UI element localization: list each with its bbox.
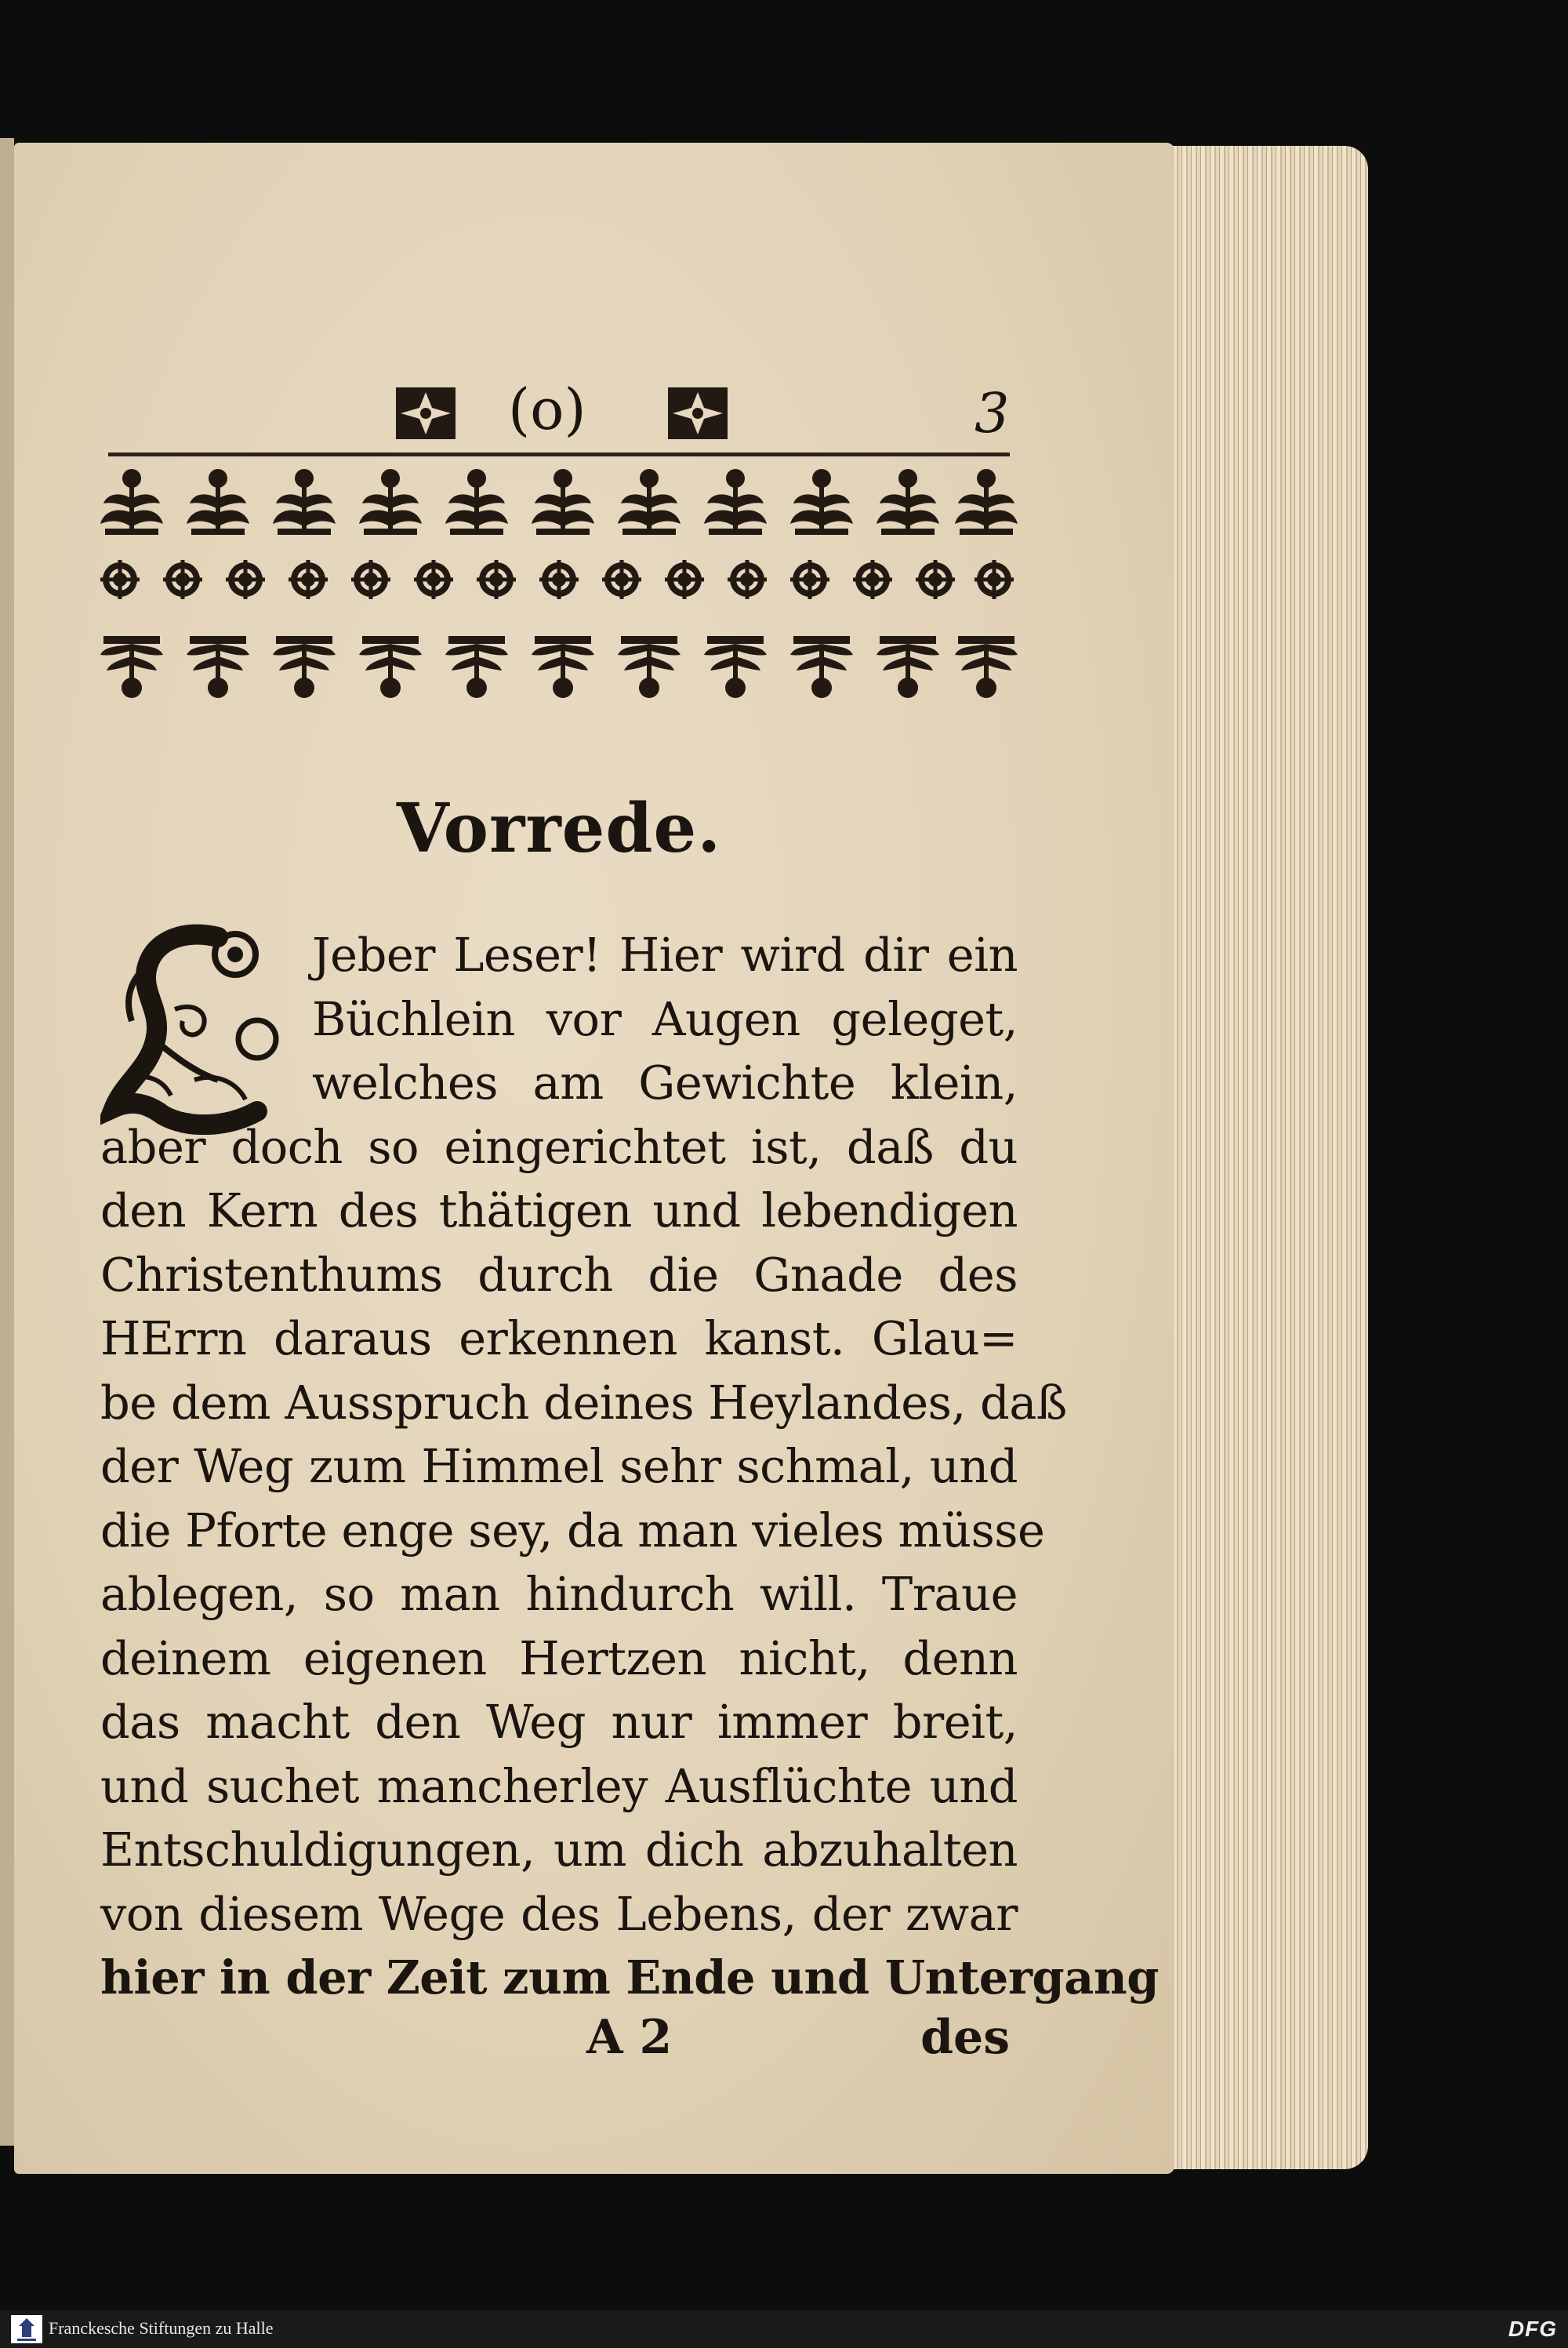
text-line: Jeber Leser! Hier wird dir ein: [312, 928, 1018, 982]
page-symbol: (o): [508, 376, 586, 442]
text-line: be dem Ausspruch deines Heylandes, daß: [100, 1375, 1067, 1430]
text-line: aber doch so eingerichtet ist, daß du: [100, 1119, 1018, 1174]
text-line: Christenthums durch die Gnade des: [100, 1247, 1018, 1302]
text-line: HErrn daraus erkennen kanst. Glau=: [100, 1311, 1018, 1365]
text-line: Entschuldigungen, um dich abzuhalten: [100, 1823, 1018, 1877]
floral-vignette-icon: [100, 467, 1018, 726]
page-fore-edge: [1145, 146, 1368, 2169]
catchword: des: [920, 2009, 1010, 2065]
text-line: welches am Gewichte klein,: [312, 1056, 1018, 1110]
institution-name: Franckesche Stiftungen zu Halle: [49, 2318, 274, 2338]
signature-mark: A 2: [586, 2009, 673, 2065]
funder-logo: DFG: [1508, 2317, 1557, 2341]
running-header: [100, 370, 1018, 464]
institution-logo-icon: [11, 2315, 42, 2343]
facing-page-edge: [0, 138, 14, 2146]
provenance-bar: [0, 2310, 1568, 2348]
page-footer: [100, 2010, 1018, 2081]
page-number: 3: [975, 381, 1010, 445]
square-ornament-icon: [394, 386, 457, 441]
text-line: das macht den Weg nur immer breit,: [100, 1695, 1018, 1749]
text-line: ablegen, so man hindurch will. Traue: [100, 1567, 1018, 1621]
section-title: Vorrede.: [396, 789, 722, 868]
body-text: [100, 923, 1160, 2010]
decorated-initial-L-icon: [100, 923, 281, 1135]
text-line: der Weg zum Himmel sehr schmal, und: [100, 1439, 1018, 1493]
header-rule: [108, 453, 1010, 456]
text-block: [100, 370, 1160, 2081]
book-page: [14, 143, 1174, 2174]
text-line: von diesem Wege des Lebens, der zwar: [100, 1886, 1018, 1941]
text-line: den Kern des thätigen und lebendigen: [100, 1183, 1018, 1238]
text-line: die Pforte enge sey, da man vieles müsse: [100, 1503, 1045, 1557]
text-line: hier in der Zeit zum Ende und Untergang: [100, 1950, 1160, 2005]
text-line: deinem eigenen Hertzen nicht, denn: [100, 1630, 1018, 1685]
text-line: Büchlein vor Augen geleget,: [312, 991, 1018, 1046]
square-ornament-icon: [666, 386, 729, 441]
text-line: und suchet mancherley Ausflüchte und: [100, 1758, 1018, 1813]
